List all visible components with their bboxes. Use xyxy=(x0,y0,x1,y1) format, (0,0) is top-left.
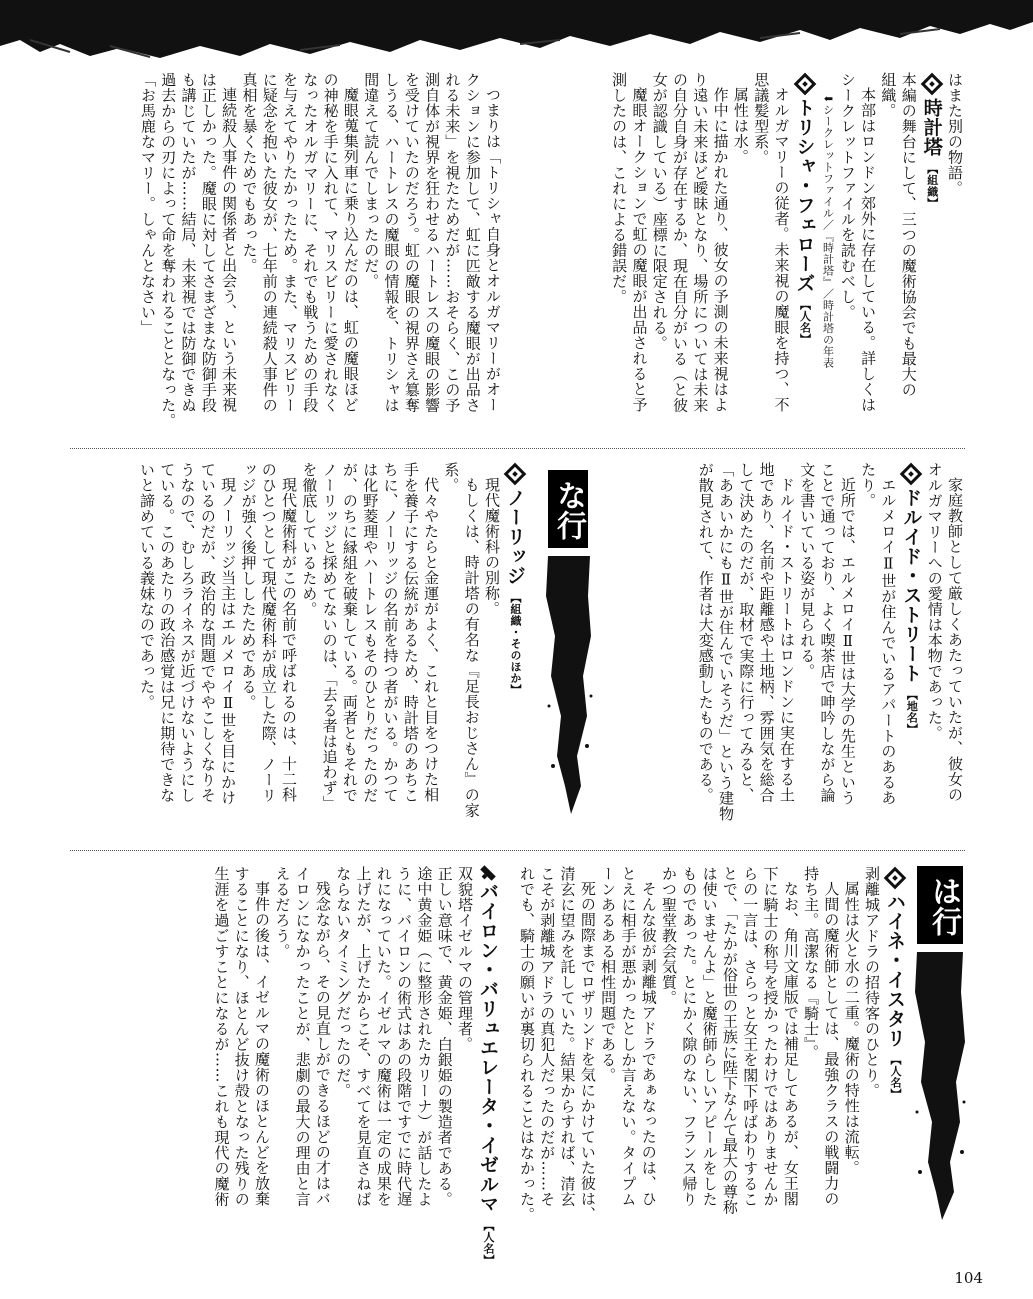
text-line: つまりは「トリシャ自身とオルガマリーがオー xyxy=(484,87,502,413)
text-line: の神秘を手に入れて、マリスビリーに愛されなく xyxy=(321,72,340,413)
text-line: 文を書いている姿が見られる。 xyxy=(798,462,817,679)
bottom-column-left xyxy=(211,866,501,1266)
text-line: なったオルガマリーに、それでも戦うための手段 xyxy=(301,72,320,413)
heading-norwich xyxy=(502,462,528,832)
category-tag: 【組織】 xyxy=(925,162,939,209)
text-line: も講じていたが……結局、未来視では防御できぬ xyxy=(179,72,198,413)
text-line: 剥離城アドラの招待客のひとり。 xyxy=(863,866,881,1099)
text-line: 「お馬鹿なマリー。しゃんとなさい」 xyxy=(138,72,157,336)
section-label-text: な行 xyxy=(551,480,586,540)
brush-stroke-header xyxy=(0,0,1033,60)
text-line: ている。このあたりの政治感覚は兄に期待できな xyxy=(158,462,177,803)
text-line: 事件の後は、イゼルマの魔術のほとんどを放棄 xyxy=(253,881,272,1207)
middle-column-left xyxy=(137,462,528,832)
text-line: 持ち主。高潔なる『騎士』。 xyxy=(802,866,821,1060)
text-line: 魔眼オークションで虹の魔眼が出品されると予 xyxy=(630,87,649,413)
diamond-bullet-icon xyxy=(793,73,816,96)
text-line: ことで通っており、よく喫茶店で呻吟しながら論 xyxy=(818,462,837,803)
heading-torisha xyxy=(792,72,818,432)
text-line: 現ノーリッジ当主はエルメロイⅡ世を目にかけ xyxy=(219,477,238,806)
text-line: 魔眼蒐集列車に乗り込んだのは、虹の魔眼ほど xyxy=(341,87,360,413)
diamond-bullet-icon xyxy=(480,865,496,881)
text-line: 人間の魔術師としては、最強クラスの戦闘力の xyxy=(822,881,841,1207)
text-line: かつ聖堂教会気質。 xyxy=(660,866,679,1006)
text-line: 思議髪型系。 xyxy=(752,72,771,165)
text-line: の自分自身が存在するか、現在自分がいる（と彼 xyxy=(671,72,690,413)
text-line: ているのだが、政治的な問題でややこしくなりそ xyxy=(198,462,217,803)
page-number: 104 xyxy=(954,1269,983,1287)
text-line: イロンになかったことが、悲劇の最大の理由と言 xyxy=(293,866,312,1207)
text-line: ものであった。とにかく隙のない、フランス帰り xyxy=(680,866,699,1207)
text-line: うに、バイロンの術式はあの段階ですでに時代遅 xyxy=(395,866,414,1207)
text-line: して決めたのだが、取材で実際に行ってみると、 xyxy=(737,462,756,803)
text-line: 現代魔術科の別称。 xyxy=(483,477,501,617)
text-line: 「ああいかにもⅡ世が住んでいそうだ」という建物 xyxy=(717,462,736,822)
text-line: 間違えて読んでしまったのだ。 xyxy=(362,72,381,289)
diamond-bullet-icon xyxy=(920,73,943,96)
text-line: 途中黄金姫（に整形されたカリーナ）が話したよ xyxy=(415,866,434,1207)
text-line: が、のちに縁組を破棄している。両者ともそれで xyxy=(340,462,359,803)
text-line: ドルイド・ストリートはロンドンに実在する土 xyxy=(777,477,796,803)
text-line: オルガマリーの従者。未来視の魔眼を持つ、不 xyxy=(772,87,791,413)
top-column-left xyxy=(138,72,503,432)
text-line: とで、「たかが俗世の王族に陛下なんて最大の尊称 xyxy=(720,866,739,1215)
heading-title: ドルイド・ストリート xyxy=(900,488,923,683)
text-line: エルメロイⅡ世が住んでいるアパートのあるあ xyxy=(879,477,898,806)
heading-tokeitou xyxy=(919,72,945,432)
text-line: 死の間際までロザリンドを気にかけていた彼は、 xyxy=(578,881,597,1222)
heading-title: バイロン・バリュエレータ・イゼルマ xyxy=(477,882,499,1214)
diamond-bullet-icon xyxy=(884,867,907,890)
heading-title: ノーリッジ xyxy=(504,488,526,586)
text-line: 家庭教師として厳しくあたっていたが、彼女の xyxy=(946,477,964,803)
text-line: 本編の舞台にして、三つの魔術協会でも最大の xyxy=(899,72,918,398)
text-line: ならないタイミングだったのだ。 xyxy=(334,866,353,1099)
text-line: を受けていたのだろう。虹の魔眼の視界さえ簒奪 xyxy=(402,72,421,413)
ink-splatter-decoration xyxy=(543,556,595,816)
text-line: れでも、騎士の願いが裏切られることはなかった。 xyxy=(517,866,536,1223)
text-line: ノーリッジと採めてないのは、「去る者は追わず」 xyxy=(320,462,339,811)
ink-splatter-decoration xyxy=(912,952,968,1222)
text-line: もしくは、時計塔の有名な『足長おじさん』の家 xyxy=(462,477,481,818)
text-line: に疑念を抱いた彼女が、七年前の連続殺人事件の xyxy=(260,72,279,413)
text-line: 残念ながら、その見直しができるほどの才はバ xyxy=(313,881,332,1207)
category-tag: 【地名】 xyxy=(905,689,919,735)
text-line: は使いませんよ」と魔術師らしいアピールをした xyxy=(700,866,719,1207)
text-line: 代々やたらと金運がよく、これと目をつけた相 xyxy=(422,477,441,803)
text-line: こそが剥離城アドラの真犯人だったのだが……そ xyxy=(538,866,557,1207)
text-line: のひとつとして現代魔術科が成立した際、ノーリ xyxy=(259,462,278,803)
text-line: 過去からの刃によって命を奪われることとなった。 xyxy=(159,72,178,429)
text-line: たり。 xyxy=(859,462,878,509)
bottom-column-right xyxy=(517,866,908,1246)
text-line: 組織。 xyxy=(879,72,898,119)
top-column-right xyxy=(609,72,965,432)
middle-column-right xyxy=(695,462,965,832)
text-line: 属性は水。 xyxy=(731,87,750,165)
text-line: しうる、ハートレスの魔眼の情報を、トリシャは xyxy=(382,72,401,413)
text-line: は化野菱理やハートレスもそのひとりだったのだ xyxy=(361,462,380,803)
cross-reference: ⬇シークレットファイル／『時計塔』／時計塔の年表 xyxy=(821,94,835,369)
heading-druid-street xyxy=(898,462,924,832)
heading-title: 時計塔 xyxy=(920,98,943,157)
text-line: シークレットファイルを読むべし。 xyxy=(838,72,857,320)
text-line: 手を養子にする伝統があるため、時計塔のあちこ xyxy=(401,462,420,803)
section-label-na-gyo xyxy=(548,470,588,548)
text-line: り遠い未来ほど曖昧となり、場所については未来 xyxy=(691,72,710,413)
text-line: ーンあるある相性問題である。 xyxy=(599,866,618,1083)
text-line: 現代魔術科がこの名前で呼ばれるのは、十二科 xyxy=(280,477,299,803)
text-line: らの一言は、さらっと女王を閣下呼ばわりするこ xyxy=(741,866,760,1207)
text-line: ッジが強く後押ししたためである。 xyxy=(239,462,258,710)
text-line: 属性は火と水の二重。魔術の特性は流転。 xyxy=(842,881,861,1176)
text-line: 女が認識している）座標に限定される。 xyxy=(650,72,669,351)
text-line: 測自体が視界を狂わせるハートレスの魔眼の影響 xyxy=(423,72,442,413)
text-line: オルガマリーへの愛情は本物であった。 xyxy=(925,462,944,741)
text-line: 系。 xyxy=(442,462,461,493)
diamond-bullet-icon xyxy=(900,463,923,486)
text-line: することになり、ほとんど抜け殻となった残りの xyxy=(232,866,251,1207)
category-tag: 【人名】 xyxy=(889,1054,902,1100)
text-line: いと諦めている義妹なのであった。 xyxy=(137,462,156,710)
text-line: 連続殺人事件の関係者と出会う、という未来視 xyxy=(220,87,239,413)
category-tag: 【人名】 xyxy=(482,1219,495,1266)
section-label-text: は行 xyxy=(926,876,961,936)
text-line: えるだろう。 xyxy=(273,866,292,959)
text-line: ちに、ノーリッジの名前を持つ者がいる。かつて xyxy=(381,462,400,803)
text-line: 測したのは、これによる錯誤だ。 xyxy=(610,72,629,305)
text-line: を徹底しているため。 xyxy=(300,462,319,617)
text-line: 下に騎士の称号を授かったわけではありませんか xyxy=(761,866,780,1207)
text-line: が散見されて、作者は大変感動したものである。 xyxy=(696,462,715,803)
category-tag: 【人名】 xyxy=(798,299,812,345)
section-label-ha-gyo xyxy=(917,866,963,944)
text-line: とえに相手が悪かったとしか言えない。タイプム xyxy=(619,866,638,1207)
text-line: 双貌塔イゼルマの管理者。 xyxy=(456,866,474,1052)
diamond-bullet-icon xyxy=(504,463,527,486)
text-line: 地であり、名前や距離感や土地柄、雰囲気を総合 xyxy=(757,462,776,803)
text-line: はまた別の物語。 xyxy=(946,72,964,196)
text-line: れる未来」を視たためだが……おそらく、この予 xyxy=(443,72,462,413)
text-line: 真相を暴くためでもあった。 xyxy=(240,72,259,274)
text-line: 上げたが、上げたからこそ、すべてを見直さねば xyxy=(354,866,373,1207)
section-divider xyxy=(70,850,965,851)
text-line: 作中に描かれた通り、彼女の予測の未来視はよ xyxy=(711,87,730,413)
text-line: 生涯を過ごすことになるが……これも現代の魔術 xyxy=(212,866,231,1207)
text-line: は正しかった。魔眼に対してさまざまな防御手段 xyxy=(199,72,218,413)
text-line: れになっていた。イゼルマの魔術は一定の成果を xyxy=(374,866,393,1207)
text-line: を与えてやりたかったため。また、マリスビリー xyxy=(281,72,300,413)
section-divider xyxy=(70,448,965,449)
heading-byron xyxy=(475,866,501,1266)
category-tag: 【組織・そのほか】 xyxy=(509,591,522,695)
text-line: なお、角川文庫版では補足してあるが、女王閣 xyxy=(781,881,800,1207)
arrow-down-icon: ⬇ xyxy=(821,94,835,104)
text-line: うなので、むしろライネスが近づけないようにし xyxy=(178,462,197,803)
text-line: 正しい意味で、黄金姫、白銀姫の製造者である。 xyxy=(435,866,454,1207)
text-line: そんな彼が剥離城アドラであぁなったのは、ひ xyxy=(639,881,658,1207)
heading-title: トリシャ・フェローズ xyxy=(793,98,816,293)
text-line: 清玄に望みを託していた。結果からすれば、清玄 xyxy=(558,866,577,1207)
heading-title: ハイネ・イスタリ xyxy=(884,892,906,1048)
text-line: 本部はロンドン郊外に存在している。詳しくは xyxy=(859,87,878,413)
heading-heine xyxy=(882,866,908,1246)
text-line: クションに参加して、虹に匹敵する魔眼が出品さ xyxy=(463,72,482,413)
text-line: 近所では、エルメロイⅡ世は大学の先生という xyxy=(838,477,857,806)
